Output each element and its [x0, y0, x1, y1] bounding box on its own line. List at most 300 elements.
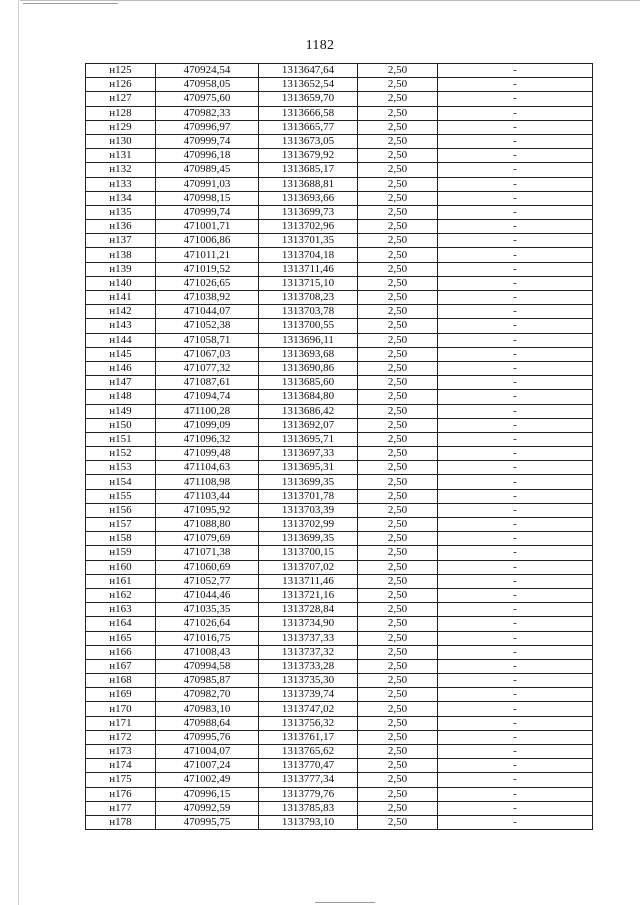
point-id-cell: н150: [86, 418, 156, 432]
y-coordinate-cell: 1313666,58: [259, 106, 358, 120]
point-id-cell: н173: [86, 745, 156, 759]
y-coordinate-cell: 1313695,31: [259, 461, 358, 475]
accuracy-cell: 2,50: [358, 376, 438, 390]
description-cell: -: [438, 376, 593, 390]
description-cell: -: [438, 659, 593, 673]
x-coordinate-cell: 471002,49: [156, 773, 259, 787]
accuracy-cell: 2,50: [358, 716, 438, 730]
accuracy-cell: 2,50: [358, 631, 438, 645]
table-row: [86, 220, 593, 234]
description-cell: -: [438, 801, 593, 815]
x-coordinate-cell: 471038,92: [156, 291, 259, 305]
table-row: [86, 759, 593, 773]
description-cell: -: [438, 603, 593, 617]
table-row: [86, 730, 593, 744]
y-coordinate-cell: 1313679,92: [259, 149, 358, 163]
table-row: [86, 503, 593, 517]
point-id-cell: н155: [86, 489, 156, 503]
accuracy-cell: 2,50: [358, 333, 438, 347]
point-id-cell: н151: [86, 432, 156, 446]
y-coordinate-cell: 1313673,05: [259, 134, 358, 148]
y-coordinate-cell: 1313701,78: [259, 489, 358, 503]
x-coordinate-cell: 471001,71: [156, 220, 259, 234]
accuracy-cell: 2,50: [358, 418, 438, 432]
table-row: [86, 64, 593, 78]
accuracy-cell: 2,50: [358, 177, 438, 191]
y-coordinate-cell: 1313665,77: [259, 120, 358, 134]
table-row: [86, 716, 593, 730]
accuracy-cell: 2,50: [358, 787, 438, 801]
point-id-cell: н131: [86, 149, 156, 163]
x-coordinate-cell: 471060,69: [156, 560, 259, 574]
y-coordinate-cell: 1313700,15: [259, 546, 358, 560]
x-coordinate-cell: 470982,70: [156, 688, 259, 702]
table-row: [86, 447, 593, 461]
table-row: [86, 702, 593, 716]
y-coordinate-cell: 1313702,96: [259, 220, 358, 234]
y-coordinate-cell: 1313659,70: [259, 92, 358, 106]
description-cell: -: [438, 361, 593, 375]
description-cell: -: [438, 546, 593, 560]
table-row: [86, 347, 593, 361]
x-coordinate-cell: 471052,38: [156, 319, 259, 333]
y-coordinate-cell: 1313697,33: [259, 447, 358, 461]
point-id-cell: н132: [86, 163, 156, 177]
table-row: [86, 361, 593, 375]
accuracy-cell: 2,50: [358, 702, 438, 716]
accuracy-cell: 2,50: [358, 149, 438, 163]
point-id-cell: н162: [86, 588, 156, 602]
accuracy-cell: 2,50: [358, 447, 438, 461]
point-id-cell: н167: [86, 659, 156, 673]
accuracy-cell: 2,50: [358, 234, 438, 248]
accuracy-cell: 2,50: [358, 503, 438, 517]
point-id-cell: н152: [86, 447, 156, 461]
accuracy-cell: 2,50: [358, 305, 438, 319]
accuracy-cell: 2,50: [358, 659, 438, 673]
x-coordinate-cell: 470983,10: [156, 702, 259, 716]
point-id-cell: н128: [86, 106, 156, 120]
accuracy-cell: 2,50: [358, 120, 438, 134]
point-id-cell: н154: [86, 475, 156, 489]
description-cell: -: [438, 503, 593, 517]
table-row: [86, 588, 593, 602]
accuracy-cell: 2,50: [358, 730, 438, 744]
x-coordinate-cell: 470995,75: [156, 815, 259, 829]
point-id-cell: н160: [86, 560, 156, 574]
table-row: [86, 291, 593, 305]
y-coordinate-cell: 1313699,35: [259, 532, 358, 546]
description-cell: -: [438, 447, 593, 461]
description-cell: -: [438, 518, 593, 532]
y-coordinate-cell: 1313688,81: [259, 177, 358, 191]
point-id-cell: н136: [86, 220, 156, 234]
y-coordinate-cell: 1313747,02: [259, 702, 358, 716]
accuracy-cell: 2,50: [358, 546, 438, 560]
point-id-cell: н157: [86, 518, 156, 532]
x-coordinate-cell: 471099,09: [156, 418, 259, 432]
description-cell: -: [438, 78, 593, 92]
description-cell: -: [438, 716, 593, 730]
y-coordinate-cell: 1313699,35: [259, 475, 358, 489]
accuracy-cell: 2,50: [358, 432, 438, 446]
point-id-cell: н147: [86, 376, 156, 390]
table-row: [86, 262, 593, 276]
y-coordinate-cell: 1313686,42: [259, 404, 358, 418]
y-coordinate-cell: 1313728,84: [259, 603, 358, 617]
table-row: [86, 532, 593, 546]
description-cell: -: [438, 815, 593, 829]
y-coordinate-cell: 1313702,99: [259, 518, 358, 532]
point-id-cell: н133: [86, 177, 156, 191]
x-coordinate-cell: 471087,61: [156, 376, 259, 390]
table-row: [86, 404, 593, 418]
table-row: [86, 418, 593, 432]
description-cell: -: [438, 787, 593, 801]
accuracy-cell: 2,50: [358, 815, 438, 829]
description-cell: -: [438, 631, 593, 645]
table-row: [86, 475, 593, 489]
accuracy-cell: 2,50: [358, 674, 438, 688]
x-coordinate-cell: 471035,35: [156, 603, 259, 617]
point-id-cell: н158: [86, 532, 156, 546]
accuracy-cell: 2,50: [358, 475, 438, 489]
point-id-cell: н141: [86, 291, 156, 305]
x-coordinate-cell: 470982,33: [156, 106, 259, 120]
point-id-cell: н138: [86, 248, 156, 262]
x-coordinate-cell: 471004,07: [156, 745, 259, 759]
accuracy-cell: 2,50: [358, 645, 438, 659]
table-row: [86, 149, 593, 163]
table-row: [86, 603, 593, 617]
accuracy-cell: 2,50: [358, 574, 438, 588]
description-cell: -: [438, 347, 593, 361]
y-coordinate-cell: 1313739,74: [259, 688, 358, 702]
y-coordinate-cell: 1313690,86: [259, 361, 358, 375]
accuracy-cell: 2,50: [358, 205, 438, 219]
accuracy-cell: 2,50: [358, 262, 438, 276]
accuracy-cell: 2,50: [358, 347, 438, 361]
description-cell: -: [438, 134, 593, 148]
accuracy-cell: 2,50: [358, 518, 438, 532]
table-row: [86, 546, 593, 560]
x-coordinate-cell: 470994,58: [156, 659, 259, 673]
x-coordinate-cell: 471088,80: [156, 518, 259, 532]
description-cell: -: [438, 702, 593, 716]
accuracy-cell: 2,50: [358, 291, 438, 305]
accuracy-cell: 2,50: [358, 220, 438, 234]
description-cell: -: [438, 759, 593, 773]
table-row: [86, 631, 593, 645]
description-cell: -: [438, 92, 593, 106]
table-row: [86, 815, 593, 829]
point-id-cell: н168: [86, 674, 156, 688]
description-cell: -: [438, 390, 593, 404]
x-coordinate-cell: 471058,71: [156, 333, 259, 347]
description-cell: -: [438, 248, 593, 262]
table-row: [86, 92, 593, 106]
point-id-cell: н174: [86, 759, 156, 773]
description-cell: -: [438, 617, 593, 631]
x-coordinate-cell: 470999,74: [156, 134, 259, 148]
description-cell: -: [438, 461, 593, 475]
point-id-cell: н139: [86, 262, 156, 276]
accuracy-cell: 2,50: [358, 461, 438, 475]
point-id-cell: н145: [86, 347, 156, 361]
description-cell: -: [438, 532, 593, 546]
description-cell: -: [438, 432, 593, 446]
x-coordinate-cell: 471096,32: [156, 432, 259, 446]
point-id-cell: н142: [86, 305, 156, 319]
accuracy-cell: 2,50: [358, 64, 438, 78]
table-row: [86, 432, 593, 446]
table-row: [86, 333, 593, 347]
table-row: [86, 134, 593, 148]
table-row: [86, 787, 593, 801]
table-row: [86, 390, 593, 404]
point-id-cell: н165: [86, 631, 156, 645]
point-id-cell: н146: [86, 361, 156, 375]
x-coordinate-cell: 470999,74: [156, 205, 259, 219]
point-id-cell: н172: [86, 730, 156, 744]
accuracy-cell: 2,50: [358, 276, 438, 290]
point-id-cell: н135: [86, 205, 156, 219]
x-coordinate-cell: 471044,07: [156, 305, 259, 319]
y-coordinate-cell: 1313770,47: [259, 759, 358, 773]
table-row: [86, 319, 593, 333]
point-id-cell: н164: [86, 617, 156, 631]
point-id-cell: н166: [86, 645, 156, 659]
x-coordinate-cell: 471026,64: [156, 617, 259, 631]
x-coordinate-cell: 471044,46: [156, 588, 259, 602]
y-coordinate-cell: 1313737,33: [259, 631, 358, 645]
y-coordinate-cell: 1313734,90: [259, 617, 358, 631]
table-row: [86, 518, 593, 532]
description-cell: -: [438, 404, 593, 418]
table-row: [86, 745, 593, 759]
accuracy-cell: 2,50: [358, 390, 438, 404]
description-cell: -: [438, 688, 593, 702]
y-coordinate-cell: 1313704,18: [259, 248, 358, 262]
point-id-cell: н169: [86, 688, 156, 702]
point-id-cell: н125: [86, 64, 156, 78]
y-coordinate-cell: 1313693,68: [259, 347, 358, 361]
accuracy-cell: 2,50: [358, 134, 438, 148]
table-row: [86, 659, 593, 673]
x-coordinate-cell: 471026,65: [156, 276, 259, 290]
point-id-cell: н149: [86, 404, 156, 418]
x-coordinate-cell: 470995,76: [156, 730, 259, 744]
table-row: [86, 461, 593, 475]
accuracy-cell: 2,50: [358, 773, 438, 787]
table-row: [86, 773, 593, 787]
table-row: [86, 645, 593, 659]
description-cell: -: [438, 106, 593, 120]
description-cell: -: [438, 418, 593, 432]
point-id-cell: н178: [86, 815, 156, 829]
y-coordinate-cell: 1313700,55: [259, 319, 358, 333]
coordinates-table-body: [86, 64, 593, 830]
accuracy-cell: 2,50: [358, 489, 438, 503]
point-id-cell: н156: [86, 503, 156, 517]
y-coordinate-cell: 1313684,80: [259, 390, 358, 404]
description-cell: -: [438, 475, 593, 489]
description-cell: -: [438, 745, 593, 759]
table-row: [86, 191, 593, 205]
description-cell: -: [438, 234, 593, 248]
scan-edge-left: [18, 0, 19, 905]
table-row: [86, 560, 593, 574]
point-id-cell: н130: [86, 134, 156, 148]
x-coordinate-cell: 471071,38: [156, 546, 259, 560]
point-id-cell: н144: [86, 333, 156, 347]
y-coordinate-cell: 1313711,46: [259, 574, 358, 588]
x-coordinate-cell: 470985,87: [156, 674, 259, 688]
y-coordinate-cell: 1313777,34: [259, 773, 358, 787]
y-coordinate-cell: 1313693,66: [259, 191, 358, 205]
accuracy-cell: 2,50: [358, 688, 438, 702]
description-cell: -: [438, 305, 593, 319]
y-coordinate-cell: 1313711,46: [259, 262, 358, 276]
description-cell: -: [438, 149, 593, 163]
description-cell: -: [438, 730, 593, 744]
x-coordinate-cell: 471077,32: [156, 361, 259, 375]
y-coordinate-cell: 1313708,23: [259, 291, 358, 305]
x-coordinate-cell: 471067,03: [156, 347, 259, 361]
x-coordinate-cell: 471095,92: [156, 503, 259, 517]
accuracy-cell: 2,50: [358, 603, 438, 617]
description-cell: -: [438, 333, 593, 347]
x-coordinate-cell: 471007,24: [156, 759, 259, 773]
point-id-cell: н134: [86, 191, 156, 205]
description-cell: -: [438, 773, 593, 787]
point-id-cell: н143: [86, 319, 156, 333]
y-coordinate-cell: 1313707,02: [259, 560, 358, 574]
y-coordinate-cell: 1313695,71: [259, 432, 358, 446]
x-coordinate-cell: 470996,18: [156, 149, 259, 163]
y-coordinate-cell: 1313779,76: [259, 787, 358, 801]
page-number: 1182: [305, 38, 335, 53]
x-coordinate-cell: 471011,21: [156, 248, 259, 262]
x-coordinate-cell: 470989,45: [156, 163, 259, 177]
accuracy-cell: 2,50: [358, 532, 438, 546]
point-id-cell: н170: [86, 702, 156, 716]
description-cell: -: [438, 163, 593, 177]
y-coordinate-cell: 1313761,17: [259, 730, 358, 744]
point-id-cell: н171: [86, 716, 156, 730]
table-row: [86, 163, 593, 177]
x-coordinate-cell: 470958,05: [156, 78, 259, 92]
y-coordinate-cell: 1313793,10: [259, 815, 358, 829]
table-row: [86, 234, 593, 248]
x-coordinate-cell: 471006,86: [156, 234, 259, 248]
description-cell: -: [438, 177, 593, 191]
accuracy-cell: 2,50: [358, 759, 438, 773]
x-coordinate-cell: 470998,15: [156, 191, 259, 205]
table-row: [86, 205, 593, 219]
point-id-cell: н126: [86, 78, 156, 92]
accuracy-cell: 2,50: [358, 78, 438, 92]
description-cell: -: [438, 560, 593, 574]
x-coordinate-cell: 471104,63: [156, 461, 259, 475]
description-cell: -: [438, 588, 593, 602]
y-coordinate-cell: 1313715,10: [259, 276, 358, 290]
table-row: [86, 120, 593, 134]
x-coordinate-cell: 471094,74: [156, 390, 259, 404]
y-coordinate-cell: 1313647,64: [259, 64, 358, 78]
accuracy-cell: 2,50: [358, 191, 438, 205]
y-coordinate-cell: 1313733,28: [259, 659, 358, 673]
y-coordinate-cell: 1313721,16: [259, 588, 358, 602]
description-cell: -: [438, 574, 593, 588]
table-row: [86, 177, 593, 191]
table-row: [86, 489, 593, 503]
y-coordinate-cell: 1313703,78: [259, 305, 358, 319]
x-coordinate-cell: 470988,64: [156, 716, 259, 730]
description-cell: -: [438, 291, 593, 305]
accuracy-cell: 2,50: [358, 361, 438, 375]
y-coordinate-cell: 1313735,30: [259, 674, 358, 688]
x-coordinate-cell: 470996,97: [156, 120, 259, 134]
description-cell: -: [438, 319, 593, 333]
point-id-cell: н159: [86, 546, 156, 560]
y-coordinate-cell: 1313756,32: [259, 716, 358, 730]
accuracy-cell: 2,50: [358, 319, 438, 333]
accuracy-cell: 2,50: [358, 617, 438, 631]
accuracy-cell: 2,50: [358, 92, 438, 106]
x-coordinate-cell: 471079,69: [156, 532, 259, 546]
y-coordinate-cell: 1313696,11: [259, 333, 358, 347]
description-cell: -: [438, 220, 593, 234]
table-row: [86, 248, 593, 262]
y-coordinate-cell: 1313701,35: [259, 234, 358, 248]
description-cell: -: [438, 674, 593, 688]
accuracy-cell: 2,50: [358, 163, 438, 177]
description-cell: -: [438, 64, 593, 78]
point-id-cell: н140: [86, 276, 156, 290]
description-cell: -: [438, 645, 593, 659]
y-coordinate-cell: 1313785,83: [259, 801, 358, 815]
accuracy-cell: 2,50: [358, 801, 438, 815]
x-coordinate-cell: 471016,75: [156, 631, 259, 645]
x-coordinate-cell: 470991,03: [156, 177, 259, 191]
accuracy-cell: 2,50: [358, 745, 438, 759]
x-coordinate-cell: 471019,52: [156, 262, 259, 276]
description-cell: -: [438, 262, 593, 276]
point-id-cell: н137: [86, 234, 156, 248]
table-row: [86, 688, 593, 702]
accuracy-cell: 2,50: [358, 248, 438, 262]
x-coordinate-cell: 471100,28: [156, 404, 259, 418]
y-coordinate-cell: 1313703,39: [259, 503, 358, 517]
y-coordinate-cell: 1313692,07: [259, 418, 358, 432]
bottom-rule: [315, 902, 375, 903]
point-id-cell: н175: [86, 773, 156, 787]
x-coordinate-cell: 471108,98: [156, 475, 259, 489]
accuracy-cell: 2,50: [358, 404, 438, 418]
accuracy-cell: 2,50: [358, 560, 438, 574]
point-id-cell: н163: [86, 603, 156, 617]
table-row: [86, 276, 593, 290]
y-coordinate-cell: 1313737,32: [259, 645, 358, 659]
point-id-cell: н161: [86, 574, 156, 588]
x-coordinate-cell: 471099,48: [156, 447, 259, 461]
y-coordinate-cell: 1313685,60: [259, 376, 358, 390]
x-coordinate-cell: 471103,44: [156, 489, 259, 503]
x-coordinate-cell: 470975,60: [156, 92, 259, 106]
description-cell: -: [438, 205, 593, 219]
coordinates-table: [85, 63, 593, 830]
